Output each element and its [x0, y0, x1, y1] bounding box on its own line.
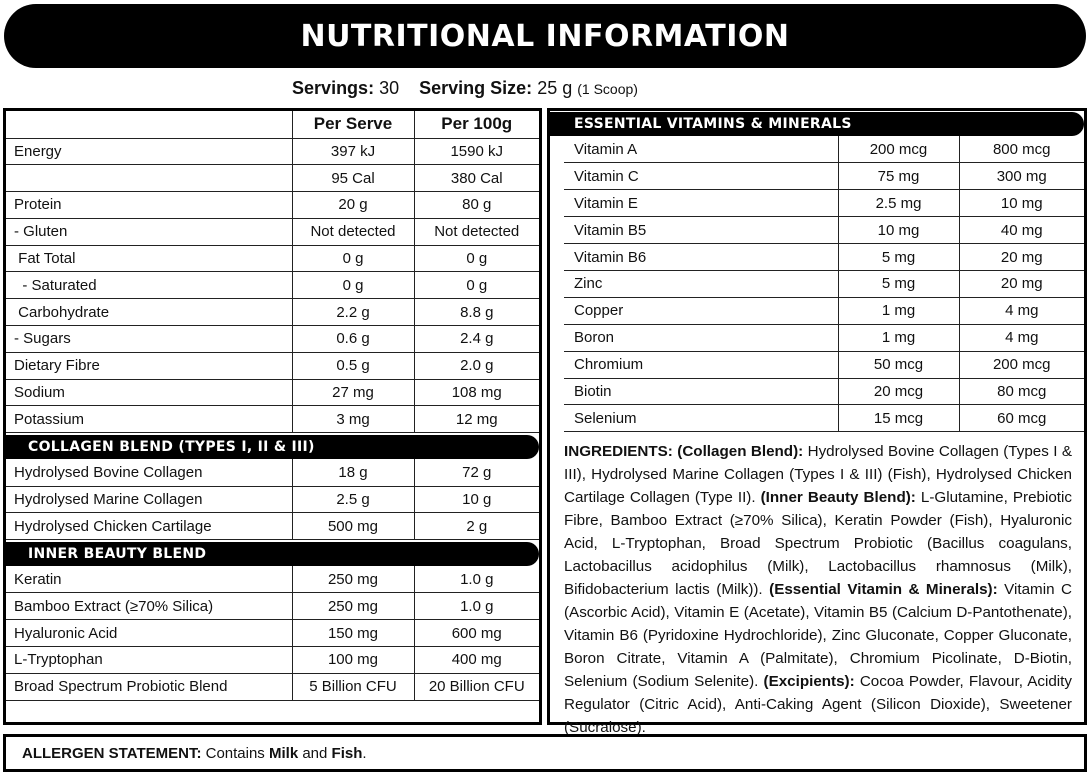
inner-beauty-per-serve-cell: 250 mg [292, 566, 414, 593]
nutrition-row [6, 299, 539, 326]
nutrition-per-serve-cell: 0.5 g [292, 352, 414, 379]
vitamin-per-serve-cell: 200 mcg [838, 136, 959, 163]
vitamin-per-100g-cell: 10 mg [959, 190, 1084, 217]
nutrition-label-cell: Carbohydrate [6, 299, 292, 326]
nutrition-per-100g-cell: 0 g [414, 245, 539, 272]
nutrition-row [6, 218, 539, 245]
excipients-label: (Excipients): [763, 673, 855, 691]
collagen-per-100g-cell: 2 g [414, 513, 539, 540]
collagen-label-cell: Hydrolysed Bovine Collagen [6, 459, 292, 486]
vitamin-row [564, 351, 1084, 378]
vitamins-table [564, 136, 1084, 432]
nutrition-per-serve-cell: 95 Cal [292, 165, 414, 192]
collagen-per-100g-cell: 10 g [414, 486, 539, 513]
vitamin-label-cell: Vitamin E [564, 190, 838, 217]
inner-beauty-per-100g-cell: 20 Billion CFU [414, 673, 539, 700]
nutrition-per-serve-cell: 27 mg [292, 379, 414, 406]
vitamin-per-serve-cell: 1 mg [838, 324, 959, 351]
nutrition-per-100g-cell: 0 g [414, 272, 539, 299]
collagen-blend-header: COLLAGEN BLEND (TYPES I, II & III) [6, 435, 539, 459]
nutrition-label-cell: Protein [6, 192, 292, 219]
nutrition-per-serve-cell: Not detected [292, 218, 414, 245]
allergen-milk: Milk [268, 744, 299, 762]
nutrition-per-100g-cell: 12 mg [414, 406, 539, 433]
vitamin-minerals-text: Vitamin C (Ascorbic Acid), Vitamin E (Acetate), Vitamin B5 (Calcium D-Pantothenate), Vitamin B6 (Pyridoxine Hydrochloride), Zinc Gluconate, Copper Gluconate, Boron Citrate, Vitamin A (Palmitate), Chromium Picolinate, D-Biotin, Selenium (Sodium Selenite). [564, 581, 1072, 691]
nutrition-per-100g-cell: Not detected [414, 218, 539, 245]
nutrition-row [6, 192, 539, 219]
vitamin-per-serve-cell: 1 mg [838, 297, 959, 324]
vitamin-row [564, 190, 1084, 217]
nutrition-per-serve-cell: 2.2 g [292, 299, 414, 326]
vitamin-label-cell: Vitamin C [564, 163, 838, 190]
serving-size-label: Serving Size: [419, 78, 533, 98]
nutrition-label-cell: Potassium [6, 406, 292, 433]
nutrition-per-serve-cell: 0 g [292, 245, 414, 272]
page-title: NUTRITIONAL INFORMATION [300, 18, 790, 54]
nutrition-per-100g-cell: 1590 kJ [414, 138, 539, 165]
nutrition-per-100g-cell: 380 Cal [414, 165, 539, 192]
vitamin-row [564, 270, 1084, 297]
vitamin-row [564, 244, 1084, 271]
nutrition-label-cell: Fat Total [6, 245, 292, 272]
nutrition-row [6, 326, 539, 353]
vitamin-per-100g-cell: 4 mg [959, 297, 1084, 324]
inner-beauty-row [6, 647, 539, 674]
ingredients-text [564, 440, 1072, 739]
header-per-serve: Per Serve [292, 111, 414, 138]
serving-size-value: 25 g [537, 78, 573, 98]
allergen-fish: Fish [331, 744, 363, 762]
inner-beauty-row [6, 620, 539, 647]
nutrition-per-serve-cell: 0 g [292, 272, 414, 299]
collagen-per-serve-cell: 2.5 g [292, 486, 414, 513]
vitamin-minerals-label: (Essential Vitamin & Minerals): [769, 581, 998, 599]
vitamin-per-100g-cell: 60 mcg [959, 405, 1084, 432]
vitamin-row [564, 324, 1084, 351]
inner-beauty-label: (Inner Beauty Blend): [760, 489, 916, 507]
inner-beauty-label-cell: Keratin [6, 566, 292, 593]
vitamin-per-100g-cell: 20 mg [959, 244, 1084, 271]
vitamin-per-100g-cell: 200 mcg [959, 351, 1084, 378]
collagen-row [6, 459, 539, 486]
collagen-blend-text: Hydrolysed Bovine Collagen (Types I & III), Hydrolysed Marine Collagen (Types I & III) (Fish), Hydrolysed Chicken Cartilage Collagen (Type II). [564, 443, 1072, 507]
nutrition-row [6, 245, 539, 272]
inner-beauty-per-100g-cell: 1.0 g [414, 566, 539, 593]
nutrition-row [6, 165, 539, 192]
vitamin-label-cell: Zinc [564, 270, 838, 297]
vitamin-per-serve-cell: 20 mcg [838, 378, 959, 405]
inner-beauty-header: INNER BEAUTY BLEND [6, 542, 539, 566]
inner-beauty-label-cell: L-Tryptophan [6, 647, 292, 674]
vitamin-per-serve-cell: 5 mg [838, 244, 959, 271]
collagen-per-serve-cell: 18 g [292, 459, 414, 486]
vitamin-label-cell: Vitamin A [564, 136, 838, 163]
nutrition-label-cell: - Gluten [6, 218, 292, 245]
nutrition-per-100g-cell: 80 g [414, 192, 539, 219]
nutrition-label-cell: Energy [6, 138, 292, 165]
vitamin-label-cell: Boron [564, 324, 838, 351]
servings-value: 30 [379, 78, 400, 98]
nutrition-row [6, 406, 539, 433]
inner-beauty-per-100g-cell: 600 mg [414, 620, 539, 647]
vitamin-per-serve-cell: 50 mcg [838, 351, 959, 378]
inner-beauty-per-serve-cell: 100 mg [292, 647, 414, 674]
allergen-statement [3, 734, 1087, 772]
allergen-end: . [362, 744, 367, 762]
vitamin-row [564, 297, 1084, 324]
nutrition-table [6, 111, 539, 433]
vitamins-header: ESSENTIAL VITAMINS & MINERALS [550, 112, 1084, 136]
vitamin-label-cell: Vitamin B6 [564, 244, 838, 271]
vitamin-row [564, 217, 1084, 244]
inner-beauty-per-serve-cell: 5 Billion CFU [292, 673, 414, 700]
nutrition-label-cell: - Saturated [6, 272, 292, 299]
nutrition-panel [3, 108, 542, 725]
vitamin-per-serve-cell: 15 mcg [838, 405, 959, 432]
inner-beauty-label-cell: Broad Spectrum Probiotic Blend [6, 673, 292, 700]
allergen-label: ALLERGEN STATEMENT: [22, 744, 202, 762]
servings-label: Servings: [292, 78, 375, 98]
inner-beauty-row [6, 593, 539, 620]
collagen-label-cell: Hydrolysed Marine Collagen [6, 486, 292, 513]
nutrition-label-cell: Sodium [6, 379, 292, 406]
collagen-row [6, 486, 539, 513]
vitamin-row [564, 405, 1084, 432]
vitamin-row [564, 378, 1084, 405]
collagen-per-serve-cell: 500 mg [292, 513, 414, 540]
nutrition-row [6, 138, 539, 165]
vitamin-label-cell: Chromium [564, 351, 838, 378]
inner-beauty-per-100g-cell: 400 mg [414, 647, 539, 674]
vitamin-label-cell: Selenium [564, 405, 838, 432]
nutrition-per-100g-cell: 2.4 g [414, 326, 539, 353]
vitamin-per-100g-cell: 4 mg [959, 324, 1084, 351]
inner-beauty-row [6, 566, 539, 593]
vitamin-label-cell: Copper [564, 297, 838, 324]
nutrition-per-serve-cell: 0.6 g [292, 326, 414, 353]
inner-beauty-row [6, 673, 539, 700]
serving-info [0, 78, 1010, 99]
inner-beauty-text: L-Glutamine, Prebiotic Fibre, Bamboo Extract (≥70% Silica), Keratin Powder (Fish), Hyaluronic Acid, L-Tryptophan, Broad Spectrum Probiotic (Bacillus coagulans, Lactobacillus acidophilus (Milk), Lactobacillus rhamnosus (Milk), Bifidobacterium lactis (Milk)). [564, 489, 1072, 599]
nutrition-per-100g-cell: 108 mg [414, 379, 539, 406]
inner-beauty-label-cell: Hyaluronic Acid [6, 620, 292, 647]
nutrition-row [6, 352, 539, 379]
vitamin-per-100g-cell: 300 mg [959, 163, 1084, 190]
vitamin-per-serve-cell: 5 mg [838, 270, 959, 297]
nutrition-header-blank [6, 111, 292, 138]
inner-beauty-per-serve-cell: 150 mg [292, 620, 414, 647]
vitamin-row [564, 136, 1084, 163]
nutrition-header-row [6, 111, 539, 138]
excipients-text: Cocoa Powder, Flavour, Acidity Regulator (Citric Acid), Anti-Caking Agent (Silicon Dioxide), Sweetener (Sucralose). [564, 673, 1072, 737]
vitamin-per-serve-cell: 2.5 mg [838, 190, 959, 217]
inner-beauty-per-100g-cell: 1.0 g [414, 593, 539, 620]
collagen-blend-label: (Collagen Blend): [677, 443, 804, 461]
nutrition-per-100g-cell: 8.8 g [414, 299, 539, 326]
allergen-text: Contains [201, 744, 269, 762]
nutrition-per-serve-cell: 397 kJ [292, 138, 414, 165]
collagen-label-cell: Hydrolysed Chicken Cartilage [6, 513, 292, 540]
vitamin-per-100g-cell: 800 mcg [959, 136, 1084, 163]
inner-beauty-table [6, 566, 539, 700]
nutrition-label-cell: Dietary Fibre [6, 352, 292, 379]
nutrition-per-100g-cell: 2.0 g [414, 352, 539, 379]
serving-size-note: (1 Scoop) [577, 81, 638, 97]
vitamin-per-serve-cell: 10 mg [838, 217, 959, 244]
inner-beauty-label-cell: Bamboo Extract (≥70% Silica) [6, 593, 292, 620]
vitamin-label-cell: Vitamin B5 [564, 217, 838, 244]
vitamin-label-cell: Biotin [564, 378, 838, 405]
collagen-row [6, 513, 539, 540]
nutrition-per-serve-cell: 20 g [292, 192, 414, 219]
vitamins-panel [547, 108, 1087, 737]
collagen-per-100g-cell: 72 g [414, 459, 539, 486]
nutrition-label-cell [6, 165, 292, 192]
inner-beauty-per-serve-cell: 250 mg [292, 593, 414, 620]
nutrition-label-cell: - Sugars [6, 326, 292, 353]
allergen-and: and [298, 744, 332, 762]
vitamin-per-serve-cell: 75 mg [838, 163, 959, 190]
vitamin-per-100g-cell: 40 mg [959, 217, 1084, 244]
collagen-table [6, 459, 539, 540]
nutrition-per-serve-cell: 3 mg [292, 406, 414, 433]
vitamin-per-100g-cell: 20 mg [959, 270, 1084, 297]
vitamin-per-100g-cell: 80 mcg [959, 378, 1084, 405]
ingredients-label: INGREDIENTS: [564, 443, 673, 461]
vitamin-row [564, 163, 1084, 190]
title-banner [4, 4, 1086, 68]
nutrition-row [6, 379, 539, 406]
header-per-100g: Per 100g [414, 111, 539, 138]
nutrition-row [6, 272, 539, 299]
